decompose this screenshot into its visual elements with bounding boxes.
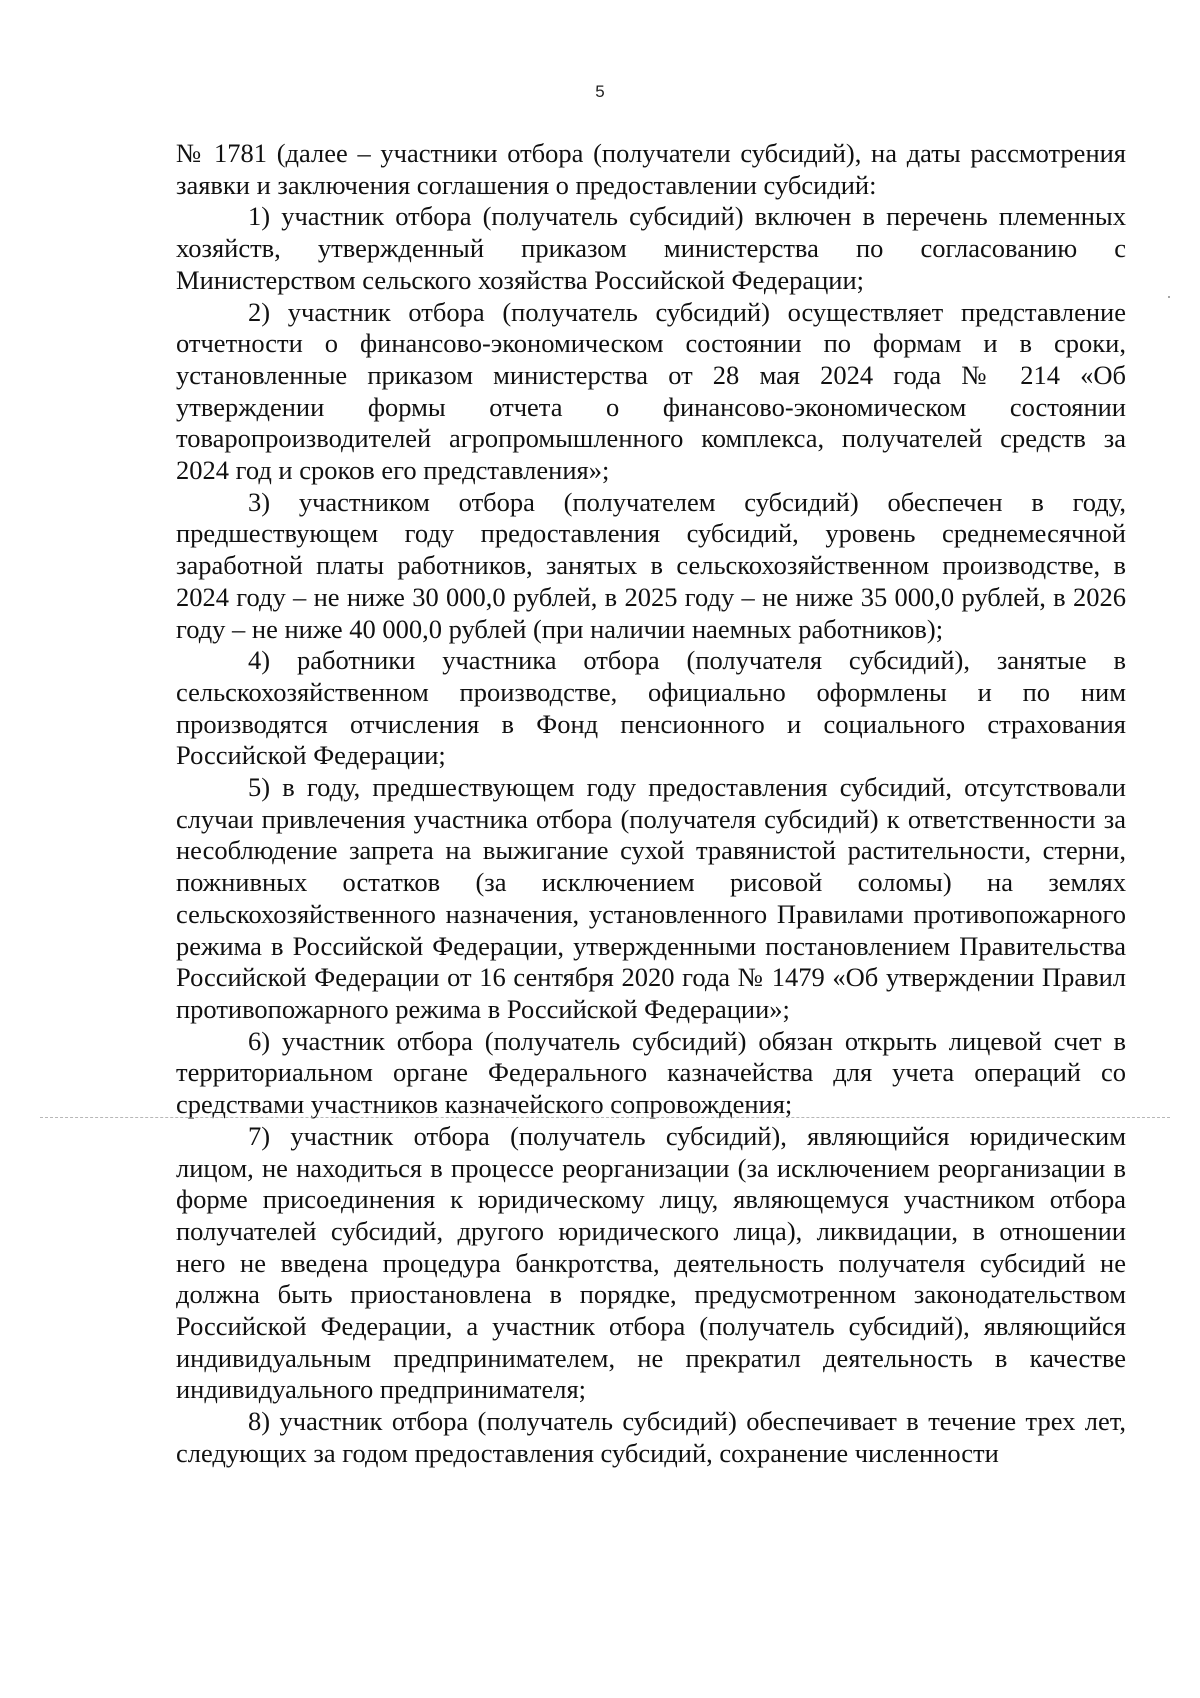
paragraph-item-1: 1) участник отбора (получатель субсидий) включен в перечень племенных хозяйств, утвержденный приказом министерства по согласованию с Министерством сельского хозяйства Российской Федерации; <box>176 201 1126 295</box>
paragraph-item-7: 7) участник отбора (получатель субсидий), являющийся юридическим лицом, не находиться в процессе реорганизации (за исключением реорганизации в форме присоединения к юридическому лицу, являющемуся участником отбора получателей субсидий, другого юридического лица), ликвидации, в отношении него не введена процедура банкротства, деятельность получателя субсидий не должна быть приостановлена в порядке, предусмотренном законодательством Российской Федерации, а участник отбора (получатель субсидий), являющийся индивидуальным предпринимателем, не прекратил деятельность в качестве индивидуального предпринимателя; <box>176 1120 1126 1405</box>
paragraph-item-5: 5) в году, предшествующем году предоставления субсидий, отсутствовали случаи привлечения участника отбора (получателя субсидий) к ответственности за несоблюдение запрета на выжигание сухой травянистой растительности, стерни, пожнивных остатков (за исключением рисовой соломы) на землях сельскохозяйственного назначения, установленного Правилами противопожарного режима в Российской Федерации, утвержденными постановлением Правительства Российской Федерации от 16 сентября 2020 года № 1479 «Об утверждении Правил противопожарного режима в Российской Федерации»; <box>176 772 1126 1024</box>
scan-artifact-line <box>40 1117 1170 1118</box>
page-number: 5 <box>595 82 605 101</box>
paragraph-item-4: 4) работники участника отбора (получателя субсидий), занятые в сельскохозяйственном производстве, официально оформлены и по ним производятся отчисления в Фонд пенсионного и социального страхования Российской Федерации; <box>176 645 1126 771</box>
paragraph-intro: № 1781 (далее – участники отбора (получатели субсидий), на даты рассмотрения заявки и заключения соглашения о предоставлении субсидий: <box>176 138 1126 200</box>
paragraph-item-2: 2) участник отбора (получатель субсидий) осуществляет представление отчетности о финансово-экономическом состоянии по формам и в сроки, установленные приказом министерства от 28 мая 2024 года № 214 «Об утверждении формы отчета о финансово-экономическом состоянии товаропроизводителей агропромышленного комплекса, получателей средств за 2024 год и сроков его представления»; <box>176 296 1126 486</box>
paragraph-item-3: 3) участником отбора (получателем субсидий) обеспечен в году, предшествующем году предоставления субсидий, уровень среднемесячной заработной платы работников, занятых в сельскохозяйственном производстве, в 2024 году – не ниже 30 000,0 рублей, в 2025 году – не ниже 35 000,0 рублей, в 2026 году – не ниже 40 000,0 рублей (при наличии наемных работников); <box>176 486 1126 644</box>
document-body <box>176 138 1126 1470</box>
scan-artifact-dot <box>1168 296 1170 298</box>
paragraph-item-6: 6) участник отбора (получатель субсидий) обязан открыть лицевой счет в территориальном органе Федерального казначейства для учета операций со средствами участников казначейского сопровождения; <box>176 1025 1126 1120</box>
paragraph-item-8: 8) участник отбора (получатель субсидий) обеспечивает в течение трех лет, следующих за годом предоставления субсидий, сохранение численности <box>176 1406 1126 1468</box>
